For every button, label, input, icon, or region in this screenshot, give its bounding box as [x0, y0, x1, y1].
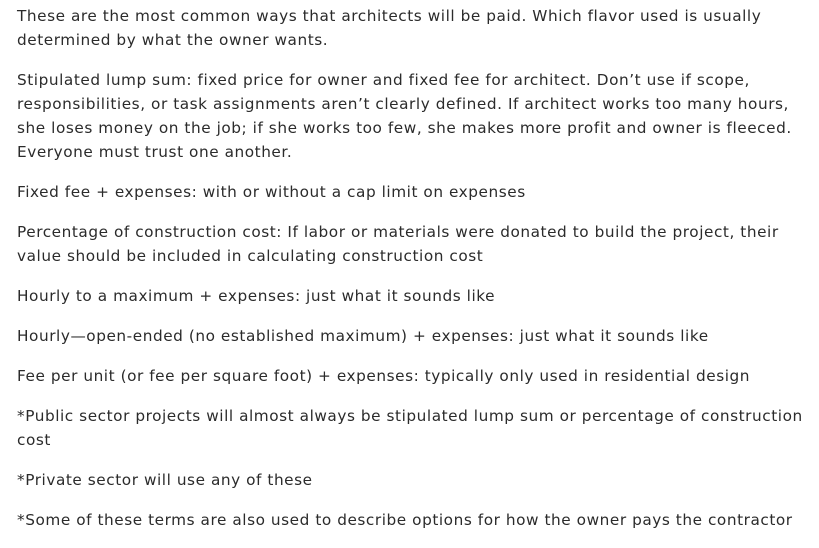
hourly-open-ended-paragraph: Hourly—open-ended (no established maximum) + expenses: just what it sounds like	[17, 327, 709, 345]
contractor-terms-note: *Some of these terms are also used to describe options for how the owner pays the contractor	[17, 511, 793, 529]
hourly-maximum-paragraph: Hourly to a maximum + expenses: just what it sounds like	[17, 287, 496, 305]
percentage-construction-cost-paragraph: Percentage of construction cost: If labor or materials were donated to build the project, their value should be included in calculating construction cost	[17, 223, 779, 265]
fee-per-unit-paragraph: Fee per unit (or fee per square foot) + expenses: typically only used in residential design	[17, 367, 751, 385]
article-body	[17, 4, 815, 548]
private-sector-note: *Private sector will use any of these	[17, 471, 313, 489]
intro-paragraph: These are the most common ways that architects will be paid. Which flavor used is usually determined by what the owner wants.	[17, 7, 762, 49]
fixed-fee-paragraph: Fixed fee + expenses: with or without a cap limit on expenses	[17, 183, 526, 201]
public-sector-note: *Public sector projects will almost always be stipulated lump sum or percentage of construction cost	[17, 407, 803, 449]
stipulated-lump-sum-paragraph: Stipulated lump sum: fixed price for owner and fixed fee for architect. Don’t use if scope, responsibilities, or task assignments aren’t clearly defined. If architect works too many hours, she loses money on the job; if she works too few, she makes more profit and owner is fleeced. Everyone must trust one another.	[17, 71, 792, 161]
